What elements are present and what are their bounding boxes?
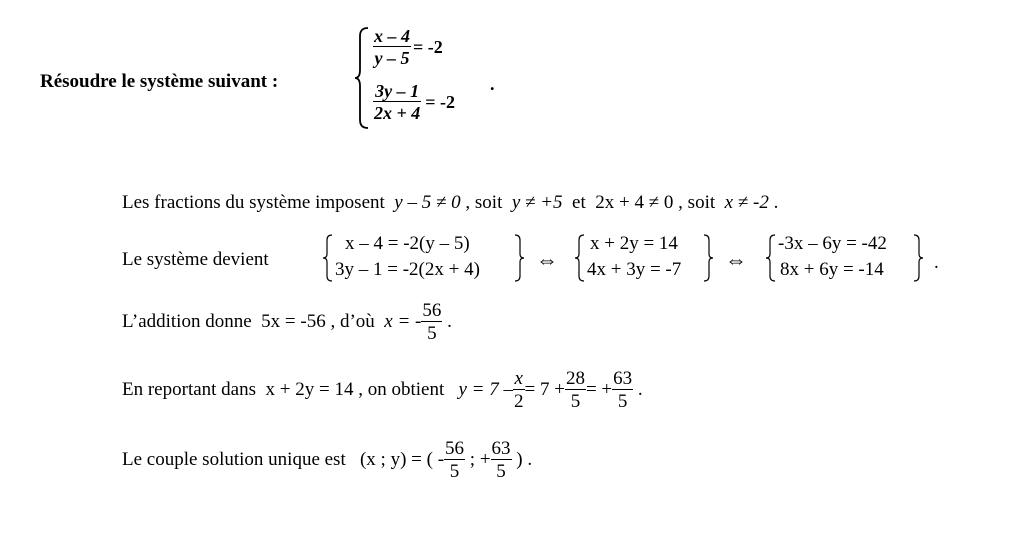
fraction <box>513 369 525 411</box>
system-2-eq-1: x + 2y = 14 <box>590 233 678 254</box>
text-segment: . <box>637 379 643 400</box>
fraction-bar <box>491 459 512 460</box>
fraction-bar <box>421 321 442 322</box>
fraction <box>421 301 442 343</box>
fraction <box>612 369 633 411</box>
math-expression: = 7 + <box>524 379 565 400</box>
solution-line-4 <box>122 369 643 411</box>
text-segment: , on obtient <box>358 379 445 400</box>
math-expression: x = - <box>384 311 422 332</box>
math-expression: 2x + 4 ≠ 0 <box>595 192 674 213</box>
fraction-denominator: 5 <box>427 323 437 344</box>
system-left-brace <box>354 26 370 130</box>
fraction-numerator: 56 <box>445 438 465 459</box>
eq2-numerator: 3y – 1 <box>375 81 420 101</box>
fraction-bar <box>565 389 586 390</box>
fraction-numerator: x <box>514 368 523 389</box>
math-expression: 5x = -56 <box>261 311 326 332</box>
math-expression: (x ; y) = ( - <box>359 449 445 470</box>
math-expression: x ≠ -2 <box>724 192 769 213</box>
system-2-eq-2: 4x + 3y = -7 <box>587 259 682 280</box>
text-segment: . <box>447 311 452 332</box>
right-brace <box>912 234 924 282</box>
fraction-denominator: 5 <box>449 461 460 482</box>
fraction-bar <box>373 101 421 102</box>
text-segment: ) . <box>516 449 533 470</box>
solution-line-2-label: Le système devient <box>122 249 269 270</box>
fraction <box>565 369 586 411</box>
fraction-bar <box>444 459 465 460</box>
fraction-denominator: 5 <box>570 391 581 412</box>
math-expression: y ≠ +5 <box>511 192 563 213</box>
fraction-denominator: 2 <box>514 391 524 412</box>
right-brace <box>702 234 714 282</box>
left-brace <box>574 234 586 282</box>
fraction-numerator: 63 <box>491 438 511 459</box>
fraction <box>444 439 465 481</box>
problem-prompt: Résoudre le système suivant : <box>40 71 279 92</box>
left-brace <box>322 234 334 282</box>
math-expression: = + <box>585 379 613 400</box>
math-expression: x + 2y = 14 <box>265 379 354 400</box>
text-segment: L’addition donne <box>122 311 252 332</box>
left-brace <box>765 234 777 282</box>
fraction-bar <box>612 389 633 390</box>
system-1-eq-2: 3y – 1 = -2(2x + 4) <box>335 259 480 280</box>
fraction-numerator: 56 <box>422 300 442 321</box>
problem-equation-1 <box>373 27 443 67</box>
solution-line-3 <box>122 301 452 343</box>
fraction-bar <box>373 46 411 47</box>
text-segment: , soit <box>465 192 503 213</box>
math-expression: y = 7 – <box>458 379 513 400</box>
solution-line-5 <box>122 439 532 481</box>
text-segment: et <box>572 192 586 213</box>
text-segment: , d’où <box>330 311 375 332</box>
fraction-numerator: 63 <box>613 368 633 389</box>
fraction <box>491 439 512 481</box>
system-3-eq-2: 8x + 6y = -14 <box>780 259 884 280</box>
text-segment: Les fractions du système imposent <box>122 192 385 213</box>
system-3-eq-1: -3x – 6y = -42 <box>778 233 887 254</box>
solution-line-1 <box>122 192 778 214</box>
right-brace <box>513 234 525 282</box>
problem-equation-2 <box>373 82 455 122</box>
eq1-numerator: x – 4 <box>374 26 410 46</box>
text-segment: En reportant dans <box>122 379 257 400</box>
fraction-denominator: 5 <box>617 391 628 412</box>
problem-period: . <box>490 74 495 94</box>
eq1-rhs: = -2 <box>413 36 443 57</box>
fraction-denominator: 5 <box>496 461 506 482</box>
equivalence-symbol: ⇔ <box>536 247 558 272</box>
math-expression: y – 5 ≠ 0 <box>394 192 461 213</box>
eq1-denominator: y – 5 <box>374 48 410 68</box>
system-1-eq-1: x – 4 = -2(y – 5) <box>345 233 470 254</box>
text-segment: , soit <box>678 192 716 213</box>
math-expression: ; + <box>469 449 491 470</box>
eq2-denominator: 2x + 4 <box>374 103 421 123</box>
fraction-bar <box>513 389 525 390</box>
text-segment: Le couple solution unique est <box>122 449 346 470</box>
text-segment: . <box>773 192 779 213</box>
fraction-numerator: 28 <box>565 368 585 389</box>
line-2-period: . <box>934 252 939 273</box>
eq2-rhs: = -2 <box>425 91 456 112</box>
equivalence-symbol: ⇔ <box>725 247 747 272</box>
